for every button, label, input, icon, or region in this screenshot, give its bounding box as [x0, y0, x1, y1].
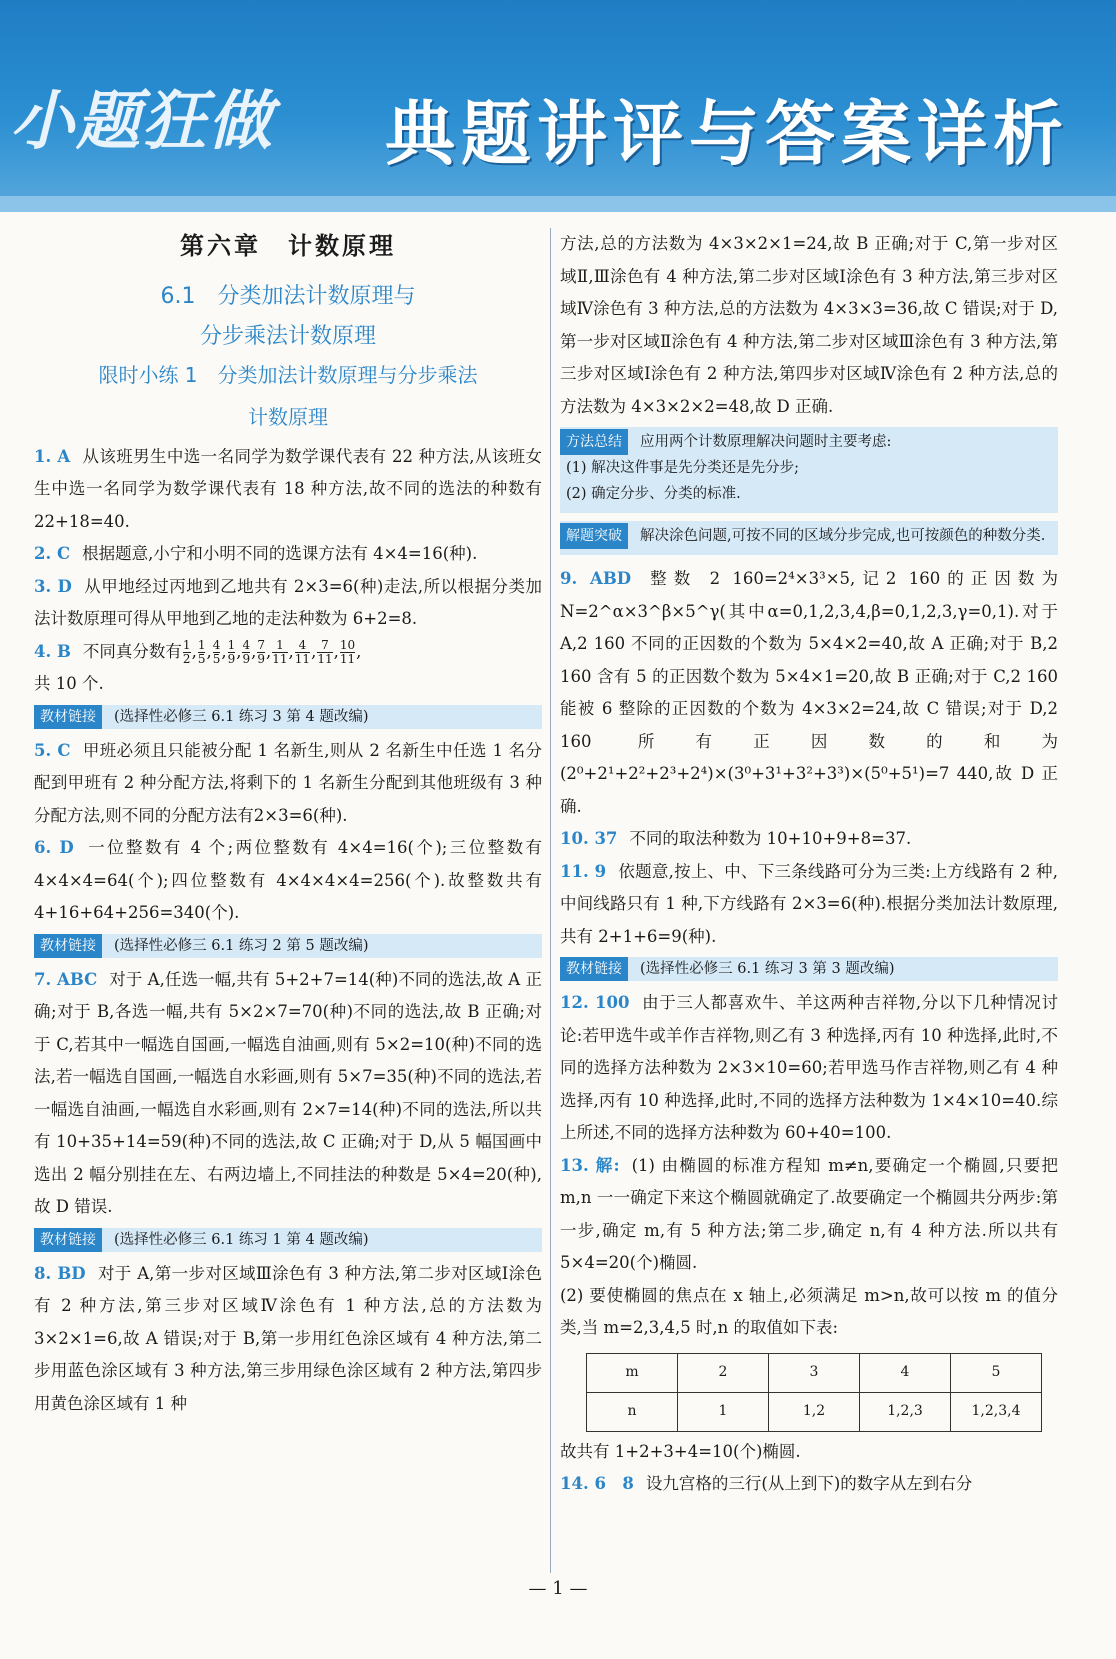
table-cell: n — [587, 1392, 678, 1431]
numerator: 4 — [242, 637, 251, 652]
table-conclusion: 故共有 1+2+3+4=10(个)椭圆. — [560, 1441, 801, 1461]
fraction — [183, 639, 191, 666]
denominator: 9 — [257, 651, 266, 666]
question-number: 9. ABD — [560, 569, 632, 588]
note-line — [560, 455, 1052, 481]
question-number: 14. 6 8 — [560, 1474, 634, 1493]
drill-title-1: 限时小练 1 分类加法计数原理与分步乘法 — [98, 362, 478, 387]
banner-title: 典题讲评与答案详析 — [385, 93, 1069, 175]
answer-text: (1) 由椭圆的标准方程知 m≠n,要确定一个椭圆,只要把 m,n 一一确定下来这个椭圆就确定了.故要确定一个椭圆共分两步:第一步,确定 m,有 5 种方法;第二步,确定 n,有 4 种方法.所以共有 5×4=20(个)椭圆. — [560, 1155, 1058, 1272]
textbook-link — [34, 934, 542, 958]
textbook-link — [34, 1228, 542, 1252]
table-cell: 5 — [951, 1353, 1042, 1392]
note-text: 解决涂色问题,可按不同的区域分步完成,也可按颜色的种数分类. — [640, 528, 1046, 544]
tag-text: (选择性必修三 6.1 练习 3 第 3 题改编) — [640, 961, 895, 977]
left-column — [34, 228, 542, 1420]
answer-text: 依题意,按上、中、下三条线路可分为三类:上方线路有 2 种,中间线路只有 1 种,下方线路有 2×3=6(种).根据分类加法计数原理,共有 2+1+6=9(种). — [560, 861, 1058, 946]
denominator: 11 — [339, 651, 356, 666]
right-body — [560, 228, 1058, 1345]
denominator: 11 — [272, 651, 288, 666]
table-cell: m — [587, 1353, 678, 1392]
question-number: 5. C — [34, 740, 71, 760]
answer-item — [34, 441, 542, 539]
chapter-title: 第六章 计数原理 — [180, 232, 396, 260]
table-cell: 1 — [678, 1392, 769, 1431]
denominator: 11 — [294, 651, 311, 666]
fraction — [213, 639, 221, 666]
fraction — [257, 639, 265, 666]
question-number: 12. 100 — [560, 993, 630, 1012]
textbook-link — [34, 705, 542, 729]
numerator: 4 — [295, 639, 310, 653]
note-tag: 解题突破 — [560, 523, 628, 549]
note-box — [560, 427, 1058, 513]
tag-label: 教材链接 — [34, 934, 102, 958]
numerator: 1 — [182, 637, 191, 652]
answer-text: 一位整数有 4 个;两位整数有 4×4=16(个);三位整数有 4×4×4=64(个);四位整数有 4×4×4×4=256(个).故整数共有 4+16+64+256=340(个). — [34, 838, 542, 922]
question-number: 4. B — [34, 641, 71, 661]
header-banner — [0, 0, 1116, 212]
tag-text: (选择性必修三 6.1 练习 2 第 5 题改编) — [114, 937, 369, 954]
numerator: 1 — [197, 637, 206, 652]
answer-item: 4. B 不同真分数有 $\frac{1}{2}$ , $\frac{1}{5}$ , $\frac{4}{5}$ , $\frac{1}{9}$ , $\frac{4}{9}$ , $\frac{7}{9}$ , $\frac{1}{11}$ , $\frac{4}{11}$ , $\frac{7}{11}$ , $\frac{10}{11}$ , 共 10 个. — [34, 637, 362, 693]
question-number: 3. D — [34, 576, 72, 596]
answer-text: 整数 2 160=2⁴×3³×5,记2 160的正因数为N=2^α×3^β×5^γ(其中α=0,1,2,3,4,β=0,1,2,3,γ=0,1).对于 A,2 160 不同的正因数的个数为 5×4×2=40,故 A 正确;对于 B,2 160 含有 5 的正因数个数为 5×4×1=20,故 B 正确;对于 C,2 160 能被 6 整除的正因数的个数为 4×3×2=24,故 C 错误;对于 D,2 160 所有正因数的和为(2⁰+2¹+2²+2³+2⁴)×(3⁰+3¹+3²+3³)×(5⁰+5¹)=7 440,故 D 正确. — [560, 569, 1058, 816]
fraction — [242, 639, 250, 666]
denominator: 5 — [212, 651, 221, 666]
answer-item — [34, 571, 542, 636]
fraction — [340, 639, 355, 666]
answer-item — [34, 1258, 542, 1421]
table-row — [587, 1353, 1042, 1392]
table-cell: 2 — [678, 1353, 769, 1392]
textbook-link — [560, 957, 1058, 981]
numerator: 1 — [227, 637, 236, 652]
question-number: 8. BD — [34, 1263, 86, 1283]
note-text: 应用两个计数原理解决问题时主要考虑: — [640, 434, 892, 450]
answer-item — [560, 1150, 1058, 1280]
answer-text: 从甲地经过丙地到乙地共有 2×3=6(种)走法,所以根据分类加法计数原理可得从甲地到乙地的走法种数为 6+2=8. — [34, 576, 543, 628]
note-text: (2) 确定分步、分类的标准. — [566, 486, 741, 502]
section-title-2: 分步乘法计数原理 — [199, 323, 376, 349]
denominator: 5 — [197, 651, 206, 666]
note-line — [560, 429, 1052, 455]
tag-label: 教材链接 — [34, 1228, 102, 1252]
denominator: 11 — [317, 651, 333, 666]
section-title-1: 6.1 分类加法计数原理与 — [160, 283, 416, 309]
fraction — [228, 639, 236, 666]
left-body — [34, 441, 542, 1421]
question-number: 1. A — [34, 446, 71, 466]
answer-item — [560, 856, 1058, 954]
table-cell: 4 — [860, 1353, 951, 1392]
answer-item — [560, 563, 1058, 823]
answer-item — [560, 987, 1058, 1150]
answer-item — [560, 823, 1058, 856]
tag-text: (选择性必修三 6.1 练习 1 第 4 题改编) — [114, 1231, 369, 1248]
answer-text: 设九宫格的三行(从上到下)的数字从左到右分 — [645, 1474, 973, 1493]
page-number: — 1 — — [528, 1578, 588, 1599]
note-text: (1) 解决这件事是先分类还是先分步; — [566, 460, 800, 476]
answer-text: 共 10 个. — [34, 674, 104, 693]
column-divider — [550, 228, 551, 1573]
answer-item — [34, 832, 542, 930]
paragraph: (2) 要使椭圆的焦点在 x 轴上,必须满足 m>n,故可以按 m 的值分类,当 m=2,3,4,5 时,n 的取值如下表: — [560, 1285, 1058, 1337]
table-cell: 1,2,3 — [860, 1392, 951, 1431]
fraction — [295, 639, 310, 666]
answer-item — [560, 1468, 1058, 1501]
question-number: 11. 9 — [560, 861, 607, 881]
numerator: 4 — [212, 637, 221, 652]
brand-logo: 小题狂做 — [10, 84, 274, 159]
answer-text: 对于 A,第一步对区域Ⅲ涂色有 3 种方法,第二步对区域Ⅰ涂色有 2 种方法,第三步对区域Ⅳ涂色有 1 种方法,总的方法数为 3×2×1=6,故 A 错误;对于 B,第一步用红色涂区域有 4 种方法,第二步用蓝色涂区域有 3 种方法,第三步用绿色涂区域有 2 种方法,第四步用黄色涂区域有 1 种 — [34, 1263, 542, 1413]
note-line — [560, 523, 1052, 549]
question-number: 10. 37 — [560, 829, 618, 848]
tag-label: 教材链接 — [560, 957, 628, 981]
table-cell: 1,2 — [769, 1392, 860, 1431]
answer-text: 根据题意,小宁和小明不同的选课方法有 4×4=16(种). — [82, 544, 478, 563]
fraction — [317, 639, 332, 666]
question-number: 13. 解: — [560, 1155, 620, 1175]
tag-text: (选择性必修三 6.1 练习 3 第 4 题改编) — [114, 708, 369, 725]
answer-item — [34, 538, 542, 571]
answer-item — [34, 964, 542, 1224]
answer-text: 不同真分数有 — [82, 641, 182, 661]
question-number: 2. C — [34, 544, 71, 563]
answer-text: 不同的取法种数为 10+10+9+8=37. — [629, 829, 912, 848]
note-box — [560, 521, 1058, 555]
drill-title-2: 计数原理 — [248, 404, 328, 429]
answer-text: 由于三人都喜欢牛、羊这两种吉祥物,分以下几种情况讨论:若甲选牛或羊作吉祥物,则乙有 3 种选择,丙有 10 种选择,此时,不同的选择方法种数为 2×3×10=60;若甲选马作吉祥物,则乙有 4 种选择,丙有 10 种选择,此时,不同的选择方法种数为 1×4×10=40.综上所述,不同的选择方法种数为 60+40=100. — [560, 993, 1058, 1142]
denominator: 2 — [182, 651, 191, 666]
answer-text: 甲班必须且只能被分配 1 名新生,则从 2 名新生中任选 1 名分配到甲班有 2 种分配方法,将剩下的 1 名新生分配到其他班级有 3 种分配方法,则不同的分配方法有2×3=6(种). — [34, 740, 542, 825]
note-tag: 方法总结 — [560, 429, 628, 455]
table-cell: 1,2,3,4 — [951, 1392, 1042, 1431]
note-line — [560, 481, 1052, 507]
banner-strip — [0, 196, 1116, 212]
table-row — [587, 1392, 1042, 1431]
m-n-table — [586, 1353, 1042, 1432]
answer-item — [34, 735, 542, 833]
question-number: 6. D — [34, 838, 74, 857]
denominator: 9 — [242, 651, 251, 666]
right-column — [560, 228, 1058, 1501]
answer-text: 对于 A,任选一幅,共有 5+2+7=14(种)不同的选法,故 A 正确;对于 B,各选一幅,共有 5×2×7=70(种)不同的选法,故 B 正确;对于 C,若其中一幅选自国画,一幅选自油画,则有 5×2=10(种)不同的选法,若一幅选自国画,一幅选自水彩画,则有 5×7=35(种)不同的选法,若一幅选自油画,一幅选自水彩画,则有 2×7=14(种)不同的选法,所以共有 10+35+14=59(种)不同的选法,故 C 正确;对于 D,从 5 幅国画中选出 2 幅分别挂在左、右两边墙上,不同挂法的种数是 5×4=20(种),故 D 错误. — [34, 969, 543, 1216]
fraction — [272, 639, 287, 666]
answer-text: 从该班男生中选一名同学为数学课代表有 22 种方法,从该班女生中选一名同学为数学课代表有 18 种方法,故不同的选法的种数有 22+18=40. — [34, 446, 542, 531]
denominator: 9 — [227, 651, 236, 666]
tag-label: 教材链接 — [34, 705, 102, 729]
numerator: 7 — [317, 639, 332, 653]
numerator: 1 — [272, 639, 287, 653]
question-number: 7. ABC — [34, 969, 98, 989]
table-cell: 3 — [769, 1353, 860, 1392]
numerator: 10 — [339, 637, 356, 652]
fraction — [198, 639, 206, 666]
numerator: 7 — [257, 637, 266, 652]
paragraph: 方法,总的方法数为 4×3×2×1=24,故 B 正确;对于 C,第一步对区域Ⅱ,Ⅲ涂色有 4 种方法,第二步对区域Ⅰ涂色有 3 种方法,第三步对区域Ⅳ涂色有 3 种方法,总的方法数为 4×3×3=36,故 C 错误;对于 D,第一步对区域Ⅱ涂色有 4 种方法,第二步对区域Ⅲ涂色有 3 种方法,第三步对区域Ⅰ涂色有 2 种方法,第四步对区域Ⅳ涂色有 2 种方法,总的方法数为 4×3×2×2=48,故 D 正确. — [560, 234, 1058, 416]
